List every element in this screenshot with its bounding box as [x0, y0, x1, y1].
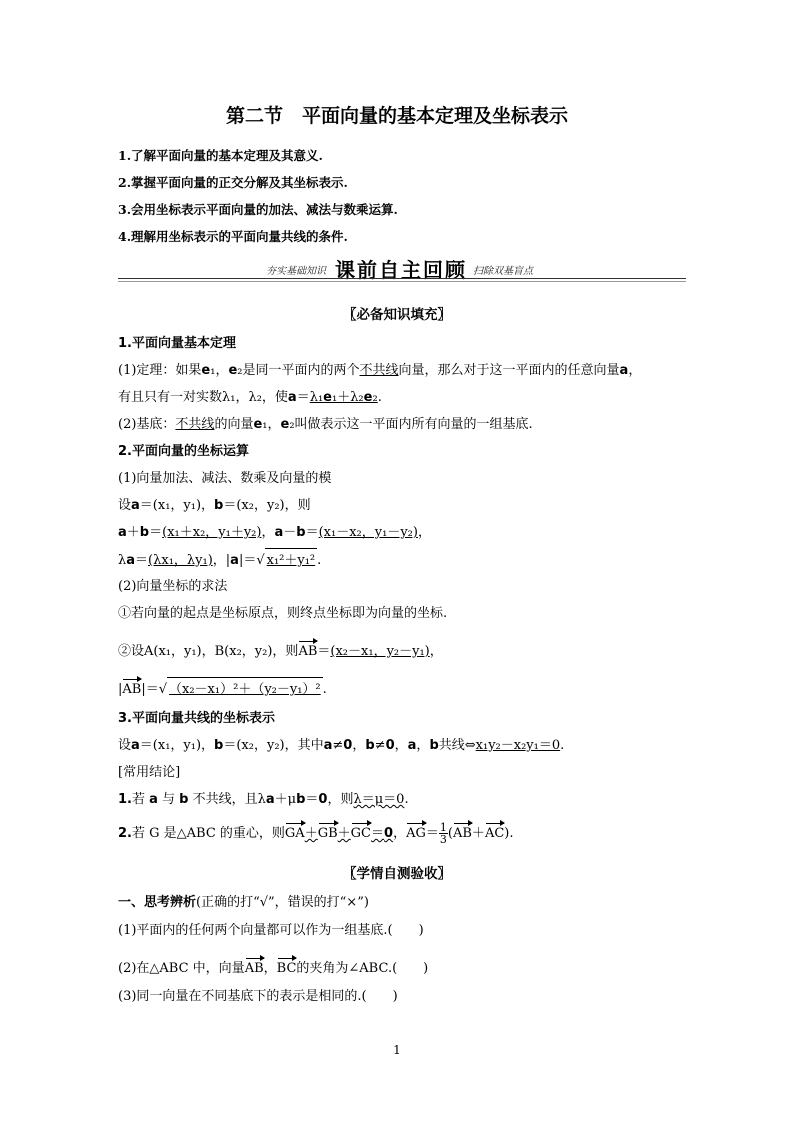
collinear-condition: 设a＝(x₁，y₁)，b＝(x₂，y₂)，其中a≠0，b≠0，a，b共线⇔x₁y₂－x₂y₁＝0.	[118, 738, 565, 753]
section-heading-selftest: 〖学情自测验收〗	[343, 866, 451, 882]
objective-1: 1.了解平面向量的基本定理及其意义.	[118, 148, 323, 163]
theorem-line-2: 有且只有一对实数λ₁，λ₂，使a＝λ₁e₁＋λ₂e₂.	[118, 390, 382, 405]
ops-add-sub: a＋b＝(x₁＋x₂，y₁＋y₂)，a－b＝(x₁－x₂，y₁－y₂)，	[118, 525, 431, 540]
banner-rule	[118, 278, 686, 279]
ops-scalar-modulus: λa＝(λx₁，λy₁)，|a|＝√ x₁²＋y₁² .	[118, 548, 321, 568]
coord-method-subtitle: (2)向量坐标的求法	[118, 579, 228, 594]
coord-method-2: ②设A(x₁，y₁)，B(x₂，y₂)，则AB＝(x₂－x₁，y₂－y₁)，	[118, 644, 443, 659]
objective-2: 2.掌握平面向量的正交分解及其坐标表示.	[118, 175, 348, 190]
banner-rule-thin	[118, 281, 686, 282]
banner-title: 课前自主回顾	[335, 258, 467, 282]
banner-left-text: 夯实基础知识	[266, 266, 326, 277]
exercise-instructions: 一、思考辨析(正确的打“√”，错误的打“×”)	[118, 895, 369, 910]
banner-right-text: 扫除双基盲点	[473, 266, 533, 277]
coord-method-1: ①若向量的起点是坐标原点，则终点坐标即为向量的坐标.	[118, 606, 448, 621]
vector-length-formula: |AB|＝√ （x₂－x₁）²＋（y₂－y₁）² .	[118, 677, 327, 697]
section-heading-knowledge: 〖必备知识填充〗	[343, 307, 451, 323]
ops-setup: 设a＝(x₁，y₁)，b＝(x₂，y₂)，则	[118, 498, 311, 513]
heading-coordinate-ops: 2.平面向量的坐标运算	[118, 444, 249, 459]
ops-subtitle: (1)向量加法、减法、数乘及向量的模	[118, 471, 332, 486]
section-banner	[118, 254, 686, 284]
exercise-2: (2)在△ABC 中，向量AB，BC的夹角为∠ABC.( )	[118, 961, 429, 976]
page-number: 1	[393, 1043, 401, 1057]
exercise-3: (3)同一向量在不同基底下的表示是相同的.( )	[118, 989, 398, 1004]
basis-definition: (2)基底：不共线的向量e₁，e₂叫做表示这一平面内所有向量的一组基底.	[118, 417, 533, 432]
conclusion-2: 2.若 G 是△ABC 的重心，则GA＋GB＋GC＝0，AG＝ $\frac{1}{3}$ (AB＋AC).	[118, 821, 514, 846]
heading-collinear: 3.平面向量共线的坐标表示	[118, 711, 275, 726]
common-conclusions-label: [常用结论]	[118, 765, 181, 780]
objective-4: 4.理解用坐标表示的平面向量共线的条件.	[118, 229, 348, 244]
heading-basic-theorem: 1.平面向量基本定理	[118, 336, 236, 351]
conclusion-1: 1.若 a 与 b 不共线，且λa＋μb＝0，则λ＝μ＝0.	[118, 792, 409, 807]
theorem-line-1: (1)定理：如果e₁，e₂是同一平面内的两个不共线向量，那么对于这一平面内的任意向量a，	[118, 363, 642, 378]
objective-3: 3.会用坐标表示平面向量的加法、减法与数乘运算.	[118, 202, 398, 217]
page-title: 第二节 平面向量的基本定理及坐标表示	[225, 105, 568, 127]
exercise-1: (1)平面内的任何两个向量都可以作为一组基底.( )	[118, 923, 424, 938]
